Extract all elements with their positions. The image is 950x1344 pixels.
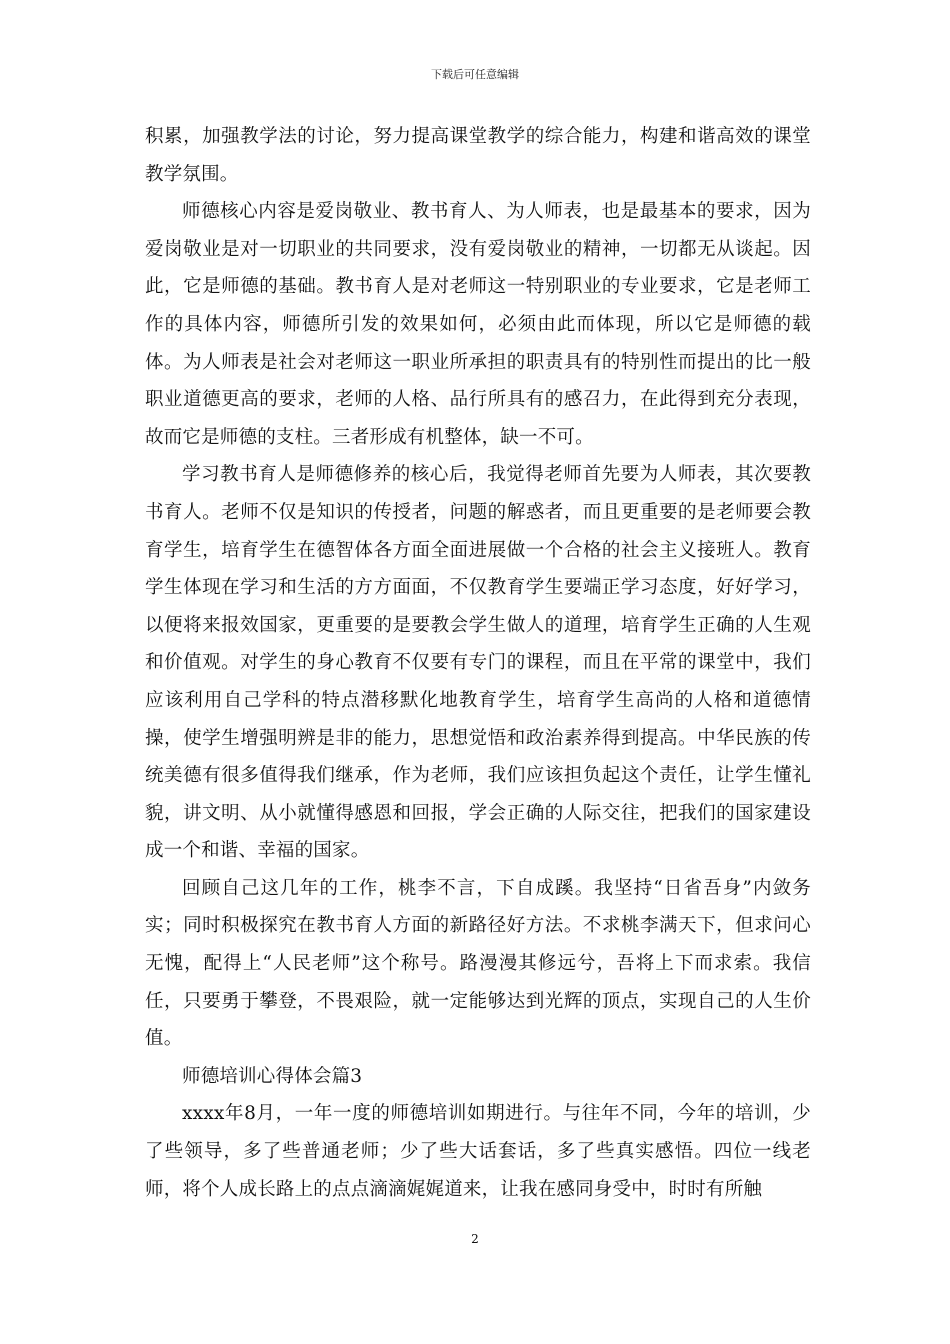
section-title: 师德培训心得体会篇3 <box>182 1065 363 1087</box>
paragraph-training-intro: xxxx年8月，一年一度的师德培训如期进行。与往年不同，今年的培训，少了些领导，多了些普通老师；少了些大话套话，多了些真实感悟。四位一线老师，将个人成长路上的点点滴滴娓娓道来，让我在感同身受中，时时有所触 <box>145 1103 811 1200</box>
paragraph-teaching-and-educating: 学习教书育人是师德修养的核心后，我觉得老师首先要为人师表，其次要教书育人。老师不仅是知识的传授者，问题的解惑者，而且更重要的是老师要会教育学生，培育学生在德智体各方面全面进展做一个合格的社会主义接班人。教育学生体现在学习和生活的方方面面，不仅教育学生要端正学习态度，好好学习，以便将来报效国家，更重要的是要教会学生做人的道理，培育学生正确的人生观和价值观。对学生的身心教育不仅要有专门的课程，而且在平常的课堂中，我们应该利用自己学科的特点潜移默化地教育学生，培育学生高尚的人格和道德情操，使学生增强明辨是非的能力，思想觉悟和政治素养得到提高。中华民族的传统美德有很多值得我们继承，作为老师，我们应该担负起这个责任，让学生懂礼貌，讲文明、从小就懂得感恩和回报，学会正确的人际交往，把我们的国家建设成一个和谐、幸福的国家。 <box>145 464 811 862</box>
paragraph-self-review: 回顾自己这几年的工作，桃李不言，下自成蹊。我坚持“日省吾身”内敛务实；同时积极探究在教书育人方面的新路径好方法。不求桃李满天下，但求问心无愧，配得上“人民老师”这个称号。路漫漫其修远兮，吾将上下而求索。我信任，只要勇于攀登，不畏艰险，就一定能够达到光辉的顶点，实现自己的人生价值。 <box>145 877 811 1050</box>
page-header: 下载后可任意编辑 <box>431 68 519 81</box>
paragraph-teacher-ethics-core: 师德核心内容是爱岗敬业、教书育人、为人师表，也是最基本的要求，因为爱岗敬业是对一切职业的共同要求，没有爱岗敬业的精神，一切都无从谈起。因此，它是师德的基础。教书育人是对老师这一特别职业的专业要求，它是老师工作的具体内容，师德所引发的效果如何，必须由此而体现，所以它是师德的载体。为人师表是社会对老师这一职业所承担的职责具有的特别性而提出的比一般职业道德更高的要求，老师的人格、品行所具有的感召力，在此得到充分表现，故而它是师德的支柱。三者形成有机整体，缺一不可。 <box>145 201 811 448</box>
paragraph-continuation: 积累，加强教学法的讨论，努力提高课堂教学的综合能力，构建和谐高效的课堂教学氛围。 <box>145 126 811 185</box>
page-number: 2 <box>471 1232 479 1246</box>
document-body <box>145 118 811 1208</box>
